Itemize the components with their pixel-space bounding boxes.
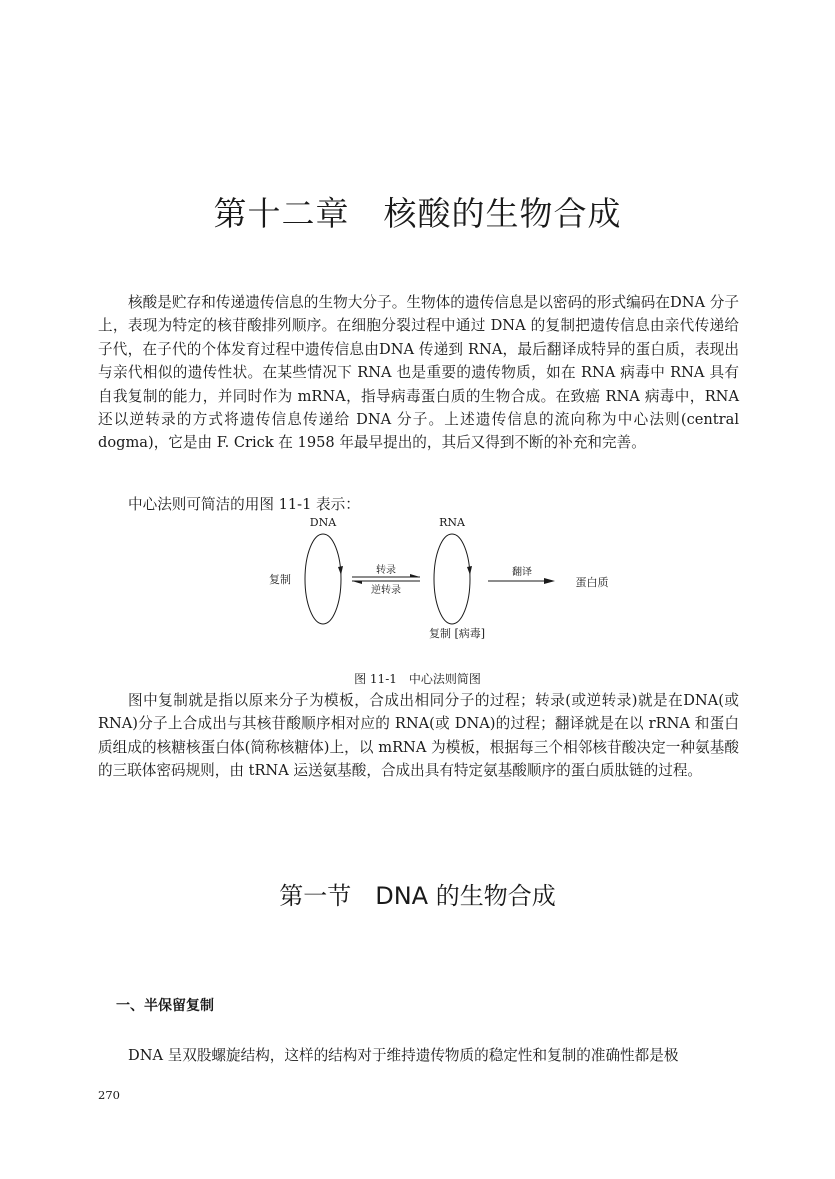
dna-replication-loop [305, 534, 341, 624]
rna-loop-arrowhead [467, 566, 472, 575]
dna-replication-label: 复制 [269, 573, 291, 586]
figure-caption: 图 11-1 中心法则简图 [354, 672, 481, 686]
dna-label: DNA [309, 516, 337, 529]
translation-arrowhead [544, 578, 555, 584]
reverse-transcription-label: 逆转录 [371, 585, 401, 596]
section-title: 第一节 DNA 的生物合成 [279, 882, 556, 910]
central-dogma-svg [250, 513, 620, 653]
central-dogma-diagram [250, 513, 620, 653]
subsection-title: 一、半保留复制 [116, 998, 214, 1014]
protein-label: 蛋白质 [575, 576, 609, 589]
figure-explanation-paragraph: 图中复制就是指以原来分子为模板，合成出相同分子的过程；转录(或逆转录)就是在DNA(或 RNA)分子上合成出与其核苷酸顺序相对应的 RNA(或 DNA)的过程；翻译就是在以 rRNA 和蛋白质组成的核糖核蛋白体(简称核糖体)上，以 mRNA 为模板，根据每三个相邻核苷酸决定一种氨基酸的三联体密码规则，由 tRNA 运送氨基酸，合成出具有特定氨基酸顺序的蛋白质肽链的过程。 [98, 692, 739, 780]
rna-replication-loop [434, 534, 470, 624]
transcription-label: 转录 [376, 565, 396, 576]
rna-replication-label: 复制 [病毒] [428, 627, 486, 640]
intro-paragraph: 核酸是贮存和传递遗传信息的生物大分子。生物体的遗传信息是以密码的形式编码在DNA 分子上，表现为特定的核苷酸排列顺序。在细胞分裂过程中通过 DNA 的复制把遗传信息由亲代传递给子代，在子代的个体发育过程中遗传信息由DNA 传递到 RNA，最后翻译成特异的蛋白质，表现出与亲代相似的遗传性状。在某些情况下 RNA 也是重要的遗传物质，如在 RNA 病毒中 RNA 具有自我复制的能力，并同时作为 mRNA，指导病毒蛋白质的生物合成。在致癌 RNA 病毒中，RNA 还以逆转录的方式将遗传信息传递给 DNA 分子。上述遗传信息的流向称为中心法则(central dogma)，它是由 F. Crick 在 1958 年最早提出的，其后又得到不断的补充和完善。 [98, 294, 739, 452]
page-number: 270 [98, 1088, 120, 1102]
figure-intro-paragraph: 中心法则可简洁的用图 11-1 表示： [128, 496, 360, 513]
dna-loop-arrowhead [338, 566, 343, 575]
rna-label: RNA [439, 516, 465, 529]
chapter-title: 第十二章 核酸的生物合成 [213, 194, 622, 233]
section-body-paragraph: DNA 呈双股螺旋结构，这样的结构对于维持遗传物质的稳定性和复制的准确性都是极 [128, 1047, 679, 1064]
translation-label: 翻译 [512, 567, 532, 578]
